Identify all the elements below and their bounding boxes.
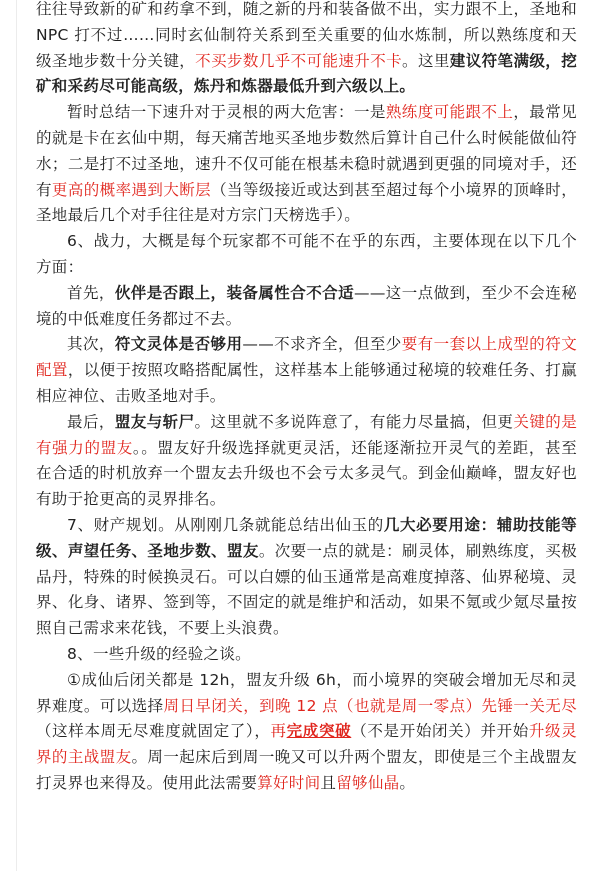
bold-text: 几大必要用途：辅助技能等级、声望任务、圣地步数、盟友: [36, 515, 577, 560]
text-run: 7、财产规划。从刚刚几条就能总结出仙玉的: [67, 515, 384, 534]
page-edge-line: [16, 0, 17, 871]
text-run: 6、战力，大概是每个玩家都不可能不在乎的东西，主要体现在以下几个方面：: [36, 232, 577, 276]
text-run: （当等级接近或达到甚至超过每个小境界的顶峰时，圣地最后几个对手往往是对方宗门天榜选手）。: [36, 180, 577, 225]
highlight-text: 升级灵界的主战盟友: [36, 722, 577, 767]
text-run: ——不求齐全，但至少: [242, 335, 402, 354]
text-run: 。。盟友好升级选择就更灵活，还能逐渐拉开灵气的差距，甚至在合适的时机放弃一个盟友去升级也不会亏太多灵气。到金仙巅峰，盟友好也有助于抢更高的灵界排名。: [36, 438, 577, 509]
text-run: 往往导致新的矿和药拿不到，随之新的丹和装备做不出，实力跟不上，圣地和 NPC 打不过……同时玄仙制符关系到至关重要的仙水炼制，所以熟练度和天级圣地步数十分关键，: [36, 0, 577, 70]
text-run: 暂时总结一下速升对于灵根的两大危害：一是: [67, 103, 386, 122]
highlight-text: 算好时间: [257, 773, 321, 792]
highlight-text: 要有一套以上成型的符文配置: [36, 335, 577, 380]
text-run: 。: [399, 773, 416, 792]
paragraph: [36, 513, 577, 642]
text-run: ，最常见的就是卡在玄仙中期，每天痛苦地买圣地步数然后算计自己什么时候能做仙符水；二是打不过圣地，速升不仅可能在根基未稳时就遇到更强的同境对手，还有: [36, 103, 577, 199]
text-run: （这样本周无尽难度就固定了），: [36, 722, 271, 741]
highlight-text: 熟练度可能跟不上: [385, 103, 514, 122]
text-run: 首先，: [67, 283, 115, 302]
document-body: [36, 0, 577, 797]
highlight-text: 不买步数几乎不可能速升不卡: [195, 51, 403, 70]
bold-text: 符文灵体是否够用: [114, 335, 243, 354]
highlight-text: 周日早闭关，到晚 12 点（也就是周一零点）先锤一关无尽: [163, 696, 578, 715]
paragraph: [36, 229, 577, 281]
paragraph: [36, 668, 577, 797]
paragraph: [36, 642, 577, 668]
text-run: 。次要一点的就是：刷灵体，刷熟练度，买极品丹，特殊的时候换灵石。可以白嫖的仙玉通常是高难度掉落、仙界秘境、灵界、化身、诸界、签到等，不固定的就是维护和活动，如果不氪或少氪尽量按照自己需求来花钱，不要上头浪费。: [36, 541, 577, 638]
text-run: 最后，: [67, 412, 115, 431]
text-run: 8、一些升级的经验之谈。: [67, 644, 251, 663]
highlight-text: 关键的是有强力的盟友: [36, 412, 577, 457]
paragraph: [36, 0, 577, 100]
bold-text: 盟友与斩尸: [114, 412, 195, 431]
bold-text: 建议符笔满级，挖矿和采药尽可能高级，炼丹和炼器最低升到六级以上。: [36, 51, 577, 96]
paragraph: [36, 100, 577, 229]
highlight-text: 更高的概率遇到大断层: [51, 180, 212, 199]
highlight-text: 留够仙晶: [336, 773, 400, 792]
text-run: 。周一起床后到周一晚又可以升两个盟友，即使是三个主战盟友打灵界也来得及。使用此法需要: [36, 748, 577, 792]
highlight-text: 完成突破: [286, 722, 352, 741]
text-run: 。这里: [402, 51, 450, 70]
text-run: ——这一点做到，至少不会连秘境的中低难度任务都过不去。: [36, 283, 577, 328]
text-run: （不是开始闭关）并开始: [351, 722, 529, 741]
bold-text: 伙伴是否跟上，装备属性合不合适: [114, 283, 355, 302]
text-run: ①成仙后闭关都是 12h，盟友升级 6h，而小境界的突破会增加无尽和灵界难度。可以选择: [36, 670, 577, 715]
text-run: 。这里就不多说阵意了，有能力尽量搞，但更: [194, 412, 514, 431]
paragraph: [36, 281, 577, 333]
text-run: 其次，: [67, 335, 115, 354]
text-run: ，以便于按照攻略搭配属性，这样基本上能够通过秘境的较难任务、打赢相应神位、击败圣地对手。: [36, 361, 577, 405]
text-run: 且: [320, 773, 337, 792]
paragraph: [36, 410, 577, 513]
highlight-text: 再: [270, 722, 287, 741]
paragraph: [36, 332, 577, 409]
